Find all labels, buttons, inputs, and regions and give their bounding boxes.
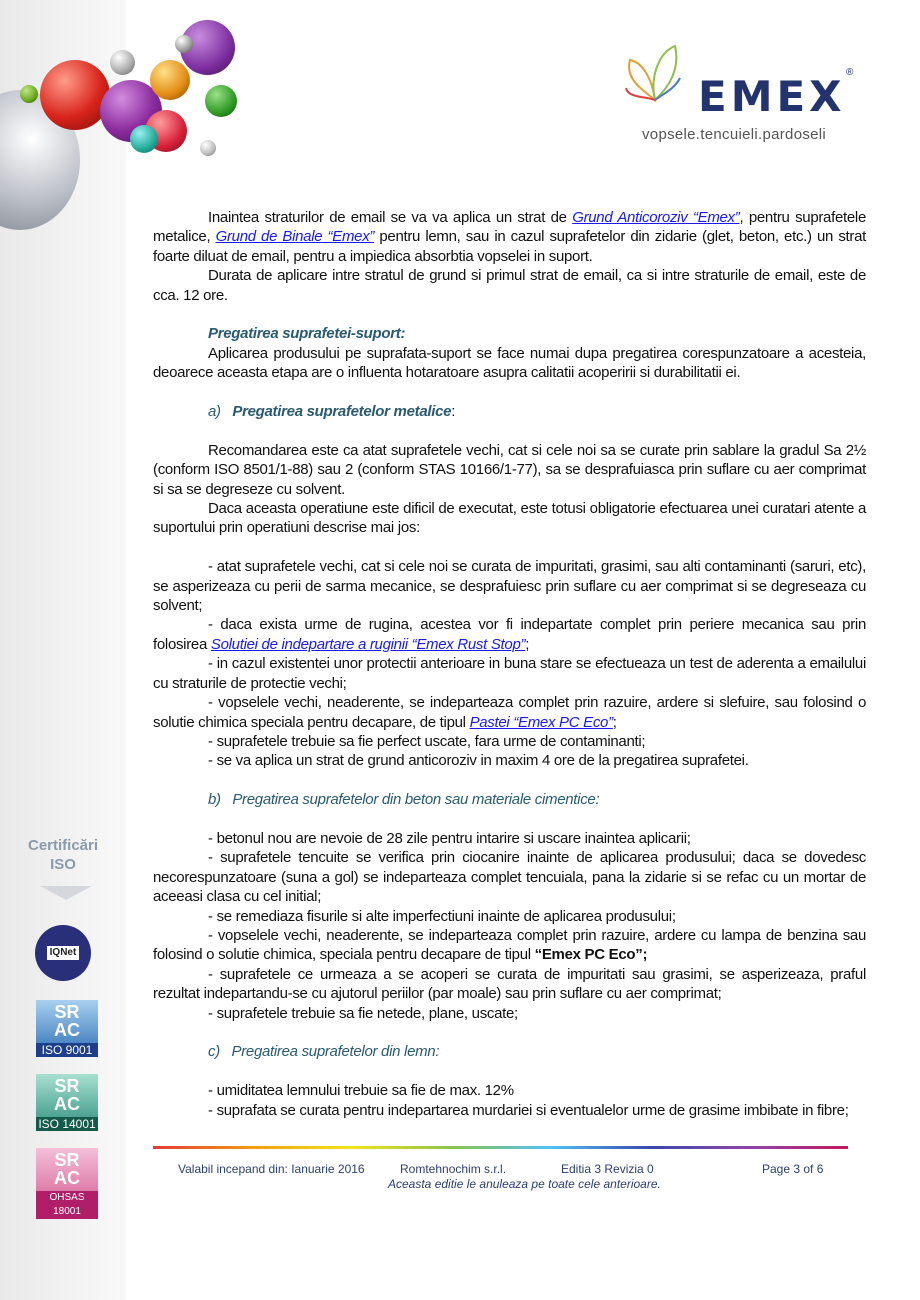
text: , pentru suprafetele metalice, xyxy=(153,209,866,246)
subsection-a-heading xyxy=(153,402,866,421)
list-item: - umiditatea lemnului trebuie sa fie de max. 12% xyxy=(208,1082,514,1100)
text: ; xyxy=(612,713,617,731)
link-grund-anticoroziv[interactable]: Grund Anticoroziv “Emex” xyxy=(572,209,740,226)
list-item: - se remediaza fisurile si alte imperfectiuni inainte de aplicarea produsului; xyxy=(208,907,676,925)
iqnet-label: IQNet xyxy=(47,946,80,960)
badge-label: OHSAS 18001 xyxy=(36,1191,98,1219)
badge-label: ISO 9001 xyxy=(36,1043,98,1057)
cert-title-line1: Certificări xyxy=(27,837,99,854)
list-item: - suprafetele trebuie sa fie perfect uscate, fara urme de contaminanti; xyxy=(208,732,646,750)
alternative-paragraph: Daca aceasta operatiune este dificil de executat, este totusi obligatorie efectuarea unei curatari atente a suportului prin operatiuni descrise mai jos: xyxy=(153,500,866,537)
srac-iso14001-badge xyxy=(36,1074,98,1131)
footer-divider xyxy=(153,1146,848,1149)
link-emex-pc-eco[interactable]: Pastei “Emex PC Eco” xyxy=(469,713,613,731)
section-heading: Pregatirea suprafetei-suport: xyxy=(208,325,406,343)
iqnet-badge xyxy=(35,925,91,981)
text: - daca exista urme de rugina, acestea vor fi indepartate complet prin periere mecanica sau prin folosirea xyxy=(153,616,866,653)
srac-mark: SR AC xyxy=(54,1002,80,1040)
footer-valid-date: Valabil incepand din: Ianuarie 2016 xyxy=(178,1161,365,1176)
list-item: - suprafetele tencuite se verifica prin ciocanire inainte de aplicarea produsului; daca se dovedesc necorespunzatoare (suna a gol) se indeparteaza complet tencuiala, pana la zidarie si se refac cu un mortar de aceeasi clasa cu cel initial; xyxy=(153,849,866,906)
list-item xyxy=(153,926,866,965)
recommendation-paragraph: Recomandarea este ca atat suprafetele vechi, cat si cele noi sa se curate prin sablare la gradul Sa 2½ (conform ISO 8501/1-88) sau 2 (conform STAS 10166/1-77), sa se desprafuiasca prin suflare cu aer comprimat si sa se degreseze cu solvent. xyxy=(153,441,866,498)
text: - vopselele vechi, neaderente, se indeparteaza complet prin razuire, ardere si slefuire, sau folosind o solutie chimica speciala pentru decapare, de tipul xyxy=(153,694,866,731)
srac-mark: SR AC xyxy=(54,1076,80,1114)
list-item: - suprafetele trebuie sa fie netede, plane, uscate; xyxy=(208,1004,518,1022)
list-item: - se va aplica un strat de grund anticoroziv in maxim 4 ore de la pregatirea suprafetei. xyxy=(208,752,749,770)
text: ; xyxy=(525,635,530,653)
list-item: - suprafata se curata pentru indepartarea murdariei si eventualelor urme de grasime imbibate in fibre; xyxy=(208,1101,849,1119)
subsection-b-heading: b) Pregatirea suprafetelor din beton sau materiale cimentice: xyxy=(208,791,600,809)
link-grund-de-binale[interactable]: Grund de Binale “Emex” xyxy=(215,228,375,246)
preparation-paragraph: Aplicarea produsului pe suprafata-suport se face numai dupa pregatirea corespunzatoare a acesteia, deoarece aceasta etapa are o influenta hotaratoare asupra calitatii acoperirii si durabilitatii ei. xyxy=(153,344,866,382)
footer-page-number: Page 3 of 6 xyxy=(762,1161,824,1176)
list-item: - betonul nou are nevoie de 28 zile pentru intarire si uscare inaintea aplicarii; xyxy=(208,829,691,847)
chevron-down-icon xyxy=(40,886,92,900)
badge-label: ISO 14001 xyxy=(36,1117,98,1131)
list-item xyxy=(153,615,866,654)
text: - vopselele vechi, neaderente, se indeparteaza complet prin razuire, ardere cu lampa de benzina sau folosind o solutie chimica, speciala pentru decapare de tipul xyxy=(153,926,866,964)
list-item: - suprafetele ce urmeaza a se acoperi se curata de impuritati sau grasimi, se asperizeaza, praful rezultat indepartandu-se cu ajutorul periilor (par moale) sau prin suflare cu aer comprimat; xyxy=(153,965,866,1003)
list-item: - atat suprafetele vechi, cat si cele noi se curata de impuritati, grasimi, sau alti contaminanti (saruri, etc), se asperizeaza cu perii de sarma mecanice, se desprafuiesc prin suflare cu aer comprimat si se degreseaza cu solvent; xyxy=(153,558,866,615)
brand-tagline: vopsele.tencuieli.pardoseli xyxy=(642,126,827,143)
registered-mark: ® xyxy=(846,67,854,78)
srac-ohsas18001-badge xyxy=(36,1148,98,1219)
product-name: “Emex PC Eco”; xyxy=(534,946,648,964)
subsection-c-heading: c) Pregatirea suprafetelor din lemn: xyxy=(208,1043,440,1061)
list-item xyxy=(153,693,866,732)
colon: : xyxy=(451,403,456,421)
text: Inaintea straturilor de email se va va aplica un strat de xyxy=(208,209,573,226)
marker: a) xyxy=(208,403,221,421)
drying-paragraph: Durata de aplicare intre stratul de grund si primul strat de email, ca si intre straturile de email, este de cca. 12 ore. xyxy=(153,267,866,304)
heading-text: Pregatirea suprafetelor metalice xyxy=(232,403,452,421)
page-footer xyxy=(153,1146,866,1206)
footer-note: Aceasta editie le anuleaza pe toate cele anterioare. xyxy=(388,1176,661,1191)
concrete-steps-list xyxy=(153,829,866,1023)
footer-company: Romtehnochim s.r.l. xyxy=(400,1161,507,1176)
link-emex-rust-stop[interactable]: Solutiei de indepartare a ruginii “Emex Rust Stop” xyxy=(210,635,526,653)
text: pentru lemn, sau in cazul suprafetelor din zidarie (glet, beton, etc.) un strat foarte diluat de email, pentru a impiedica absorbtia vopselei in suport. xyxy=(153,228,866,265)
certifications-title xyxy=(0,836,126,874)
metal-steps-list xyxy=(153,557,866,770)
list-item: - in cazul existentei unor protectii anterioare in buna stare se efectueaza un test de aderenta a emailului cu straturile de protectie vechi; xyxy=(153,655,866,692)
document-body xyxy=(153,0,866,1120)
wood-steps-list xyxy=(153,1081,866,1120)
footer-edition: Editia 3 Revizia 0 xyxy=(561,1161,654,1176)
cert-title-line2: ISO xyxy=(50,856,76,873)
intro-paragraph xyxy=(153,208,866,266)
srac-mark: SR AC xyxy=(54,1150,80,1188)
brand-name: EMEX xyxy=(698,72,846,121)
srac-iso9001-badge xyxy=(36,1000,98,1057)
